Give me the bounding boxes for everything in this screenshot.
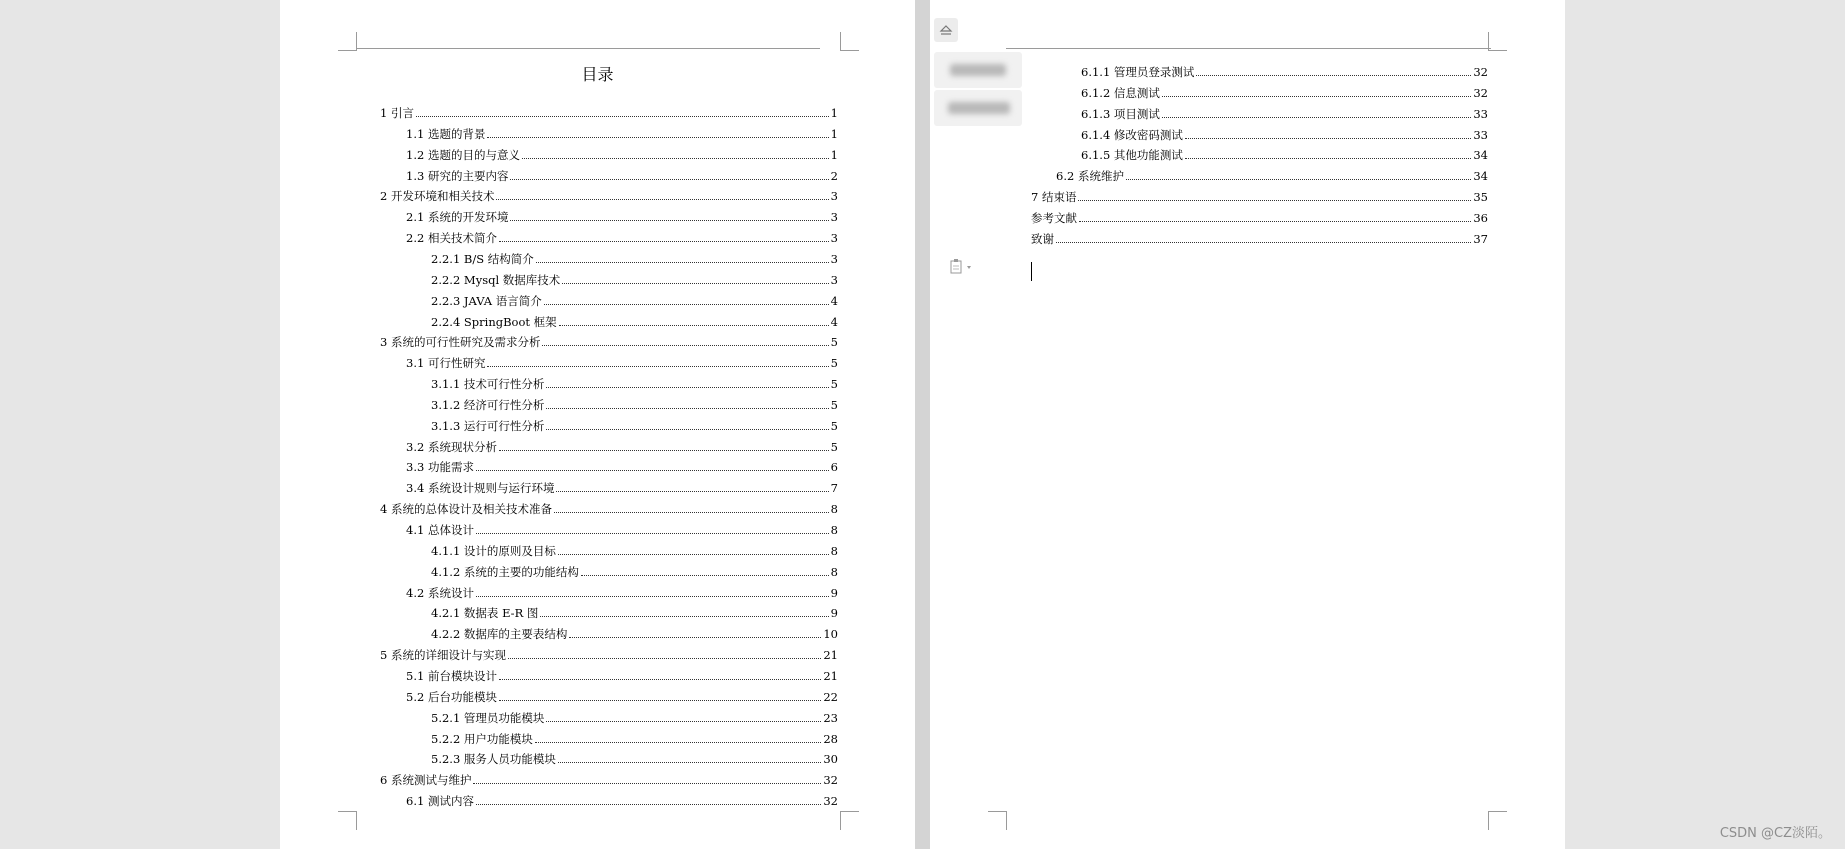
toc-entry-text: 6.1.4 修改密码测试 — [1081, 127, 1183, 142]
toc-dot-leader — [546, 721, 821, 722]
toc-dot-leader — [1196, 75, 1471, 76]
toc-dot-leader — [499, 700, 821, 701]
toc-entry-text: 2.1 系统的开发环境 — [406, 210, 509, 225]
toc-entry-text: 致谢 — [1031, 231, 1054, 246]
toc-entry[interactable] — [431, 292, 838, 308]
toc-entry[interactable] — [1031, 188, 1488, 204]
toc-entry[interactable] — [380, 333, 838, 349]
toc-entry-text: 4.1.2 系统的主要的功能结构 — [431, 564, 579, 579]
toc-entry-text: 6.2 系统维护 — [1056, 169, 1124, 184]
toc-dot-leader — [476, 533, 829, 534]
toc-dot-leader — [508, 658, 821, 659]
toc-entry-page: 33 — [1473, 106, 1488, 121]
toc-entry-text: 3.1.3 运行可行性分析 — [431, 418, 545, 433]
toc-entry-page: 7 — [830, 481, 838, 496]
toc-entry-text: 1.2 选题的目的与意义 — [406, 147, 520, 162]
toc-entry[interactable] — [406, 438, 838, 454]
toc-entry[interactable] — [431, 417, 838, 433]
toc-dot-leader — [569, 637, 821, 638]
toc-entry-page: 9 — [830, 585, 838, 600]
toc-entry-text: 3 系统的可行性研究及需求分析 — [380, 335, 541, 350]
toc-entry[interactable] — [1081, 105, 1488, 121]
toc-entry-page: 8 — [830, 523, 838, 537]
toc-dot-leader — [473, 783, 821, 784]
toc-entry-text: 1 引言 — [380, 106, 414, 120]
toc-dot-leader — [1185, 138, 1471, 139]
toc-entry-text: 5.1 前台模块设计 — [406, 668, 497, 683]
toc-dot-leader — [581, 575, 829, 576]
margin-corner-bottom-right — [840, 811, 859, 830]
toc-entry[interactable] — [1081, 146, 1488, 162]
toc-entry-page: 3 — [830, 231, 838, 246]
toc-entry[interactable] — [380, 104, 838, 120]
toc-dot-leader — [487, 366, 828, 367]
toc-entry[interactable] — [1056, 167, 1488, 183]
toc-entry-page: 3 — [830, 251, 838, 266]
toc-entry[interactable] — [406, 667, 838, 683]
toc-dot-leader — [476, 596, 829, 597]
toc-title: 目录 — [581, 65, 614, 84]
toc-dot-leader — [1162, 96, 1471, 97]
toc-dot-leader — [1056, 242, 1471, 243]
toc-entry-text: 2.2.4 SpringBoot 框架 — [431, 314, 557, 329]
toc-entry-text: 6.1.1 管理员登录测试 — [1081, 65, 1195, 79]
margin-corner-bottom-left — [338, 811, 357, 830]
toc-dot-leader — [510, 179, 828, 180]
toc-entry-page: 5 — [830, 397, 838, 412]
toc-entry-page: 23 — [823, 710, 838, 725]
toc-entry-page: 4 — [830, 314, 838, 329]
toc-entry-text: 7 结束语 — [1031, 190, 1077, 205]
toc-entry[interactable] — [380, 500, 838, 516]
toc-dot-leader — [499, 450, 829, 451]
toc-entry-page: 5 — [830, 418, 838, 433]
toc-entry-text: 5.2.2 用户功能模块 — [431, 731, 533, 746]
toc-entry-page: 5 — [830, 356, 838, 371]
toc-dot-leader — [546, 387, 828, 388]
blurred-label — [948, 102, 1010, 114]
toc-entry-text: 4.2.1 数据表 E-R 图 — [431, 606, 539, 621]
margin-corner-top-right — [840, 32, 859, 51]
toc-dot-leader — [544, 304, 829, 305]
toc-entry[interactable] — [406, 146, 838, 162]
toc-dot-leader — [1162, 117, 1471, 118]
toc-dot-leader — [1078, 200, 1471, 201]
toc-entry-page: 28 — [823, 731, 838, 746]
toc-entry[interactable] — [406, 125, 838, 141]
toc-entry-page: 4 — [830, 293, 838, 308]
toc-entry[interactable] — [431, 625, 838, 641]
toc-entry-text: 5 系统的详细设计与实现 — [380, 648, 506, 663]
toc-entry-text: 1.1 选题的背景 — [406, 126, 486, 141]
toc-dot-leader — [562, 283, 828, 284]
toc-dot-leader — [499, 241, 829, 242]
toc-entry-text: 2.2.3 JAVA 语言简介 — [431, 293, 542, 308]
toc-entry-text: 4.1 总体设计 — [406, 523, 474, 537]
toc-dot-leader — [546, 429, 828, 430]
header-guide-line — [1006, 48, 1491, 49]
toc-entry-page: 2 — [830, 168, 838, 183]
toc-entry-page: 32 — [1473, 65, 1488, 79]
toc-dot-leader — [476, 470, 829, 471]
text-cursor — [1031, 262, 1032, 281]
header-guide-line — [356, 48, 820, 49]
paste-options-icon[interactable] — [948, 258, 978, 276]
toc-entry[interactable] — [431, 709, 838, 725]
toc-dot-leader — [559, 325, 829, 326]
toc-entry-text: 3.1.1 技术可行性分析 — [431, 377, 545, 392]
toc-entry-text: 2.2.2 Mysql 数据库技术 — [431, 272, 561, 287]
toc-dot-leader — [1185, 158, 1471, 159]
toc-entry-text: 2.2.1 B/S 结构简介 — [431, 251, 534, 266]
toc-entry-text: 4.1.1 设计的原则及目标 — [431, 543, 556, 558]
toc-entry-text: 3.2 系统现状分析 — [406, 439, 497, 454]
document-page-right — [930, 0, 1565, 849]
toc-entry-text: 参考文献 — [1031, 210, 1077, 225]
toc-entry-page: 1 — [830, 126, 838, 141]
toc-entry-text: 4.2 系统设计 — [406, 585, 474, 600]
toc-entry-page: 34 — [1473, 148, 1488, 163]
toc-entry-text: 6.1 测试内容 — [406, 794, 474, 809]
toc-entry-page: 8 — [830, 502, 838, 517]
toc-entry-text: 1.3 研究的主要内容 — [406, 168, 509, 183]
toc-dot-leader — [496, 199, 828, 200]
toc-entry[interactable] — [406, 167, 838, 183]
margin-corner-top-right — [1488, 32, 1507, 51]
toc-entry[interactable] — [431, 563, 838, 579]
toc-dot-leader — [536, 262, 829, 263]
toc-entry-page: 1 — [830, 147, 838, 162]
toc-entry[interactable] — [1081, 63, 1488, 79]
toc-entry[interactable] — [380, 646, 838, 662]
toc-dot-leader — [510, 220, 828, 221]
toc-entry-text: 6.1.3 项目测试 — [1081, 106, 1160, 121]
toc-dot-leader — [542, 345, 828, 346]
toc-entry-page: 33 — [1473, 127, 1488, 142]
toc-entry-page: 9 — [830, 606, 838, 621]
toc-entry[interactable] — [431, 750, 838, 766]
csdn-watermark: CSDN @CZ淡陌。 — [1719, 826, 1831, 841]
toc-entry-page: 36 — [1473, 210, 1488, 225]
nav-tab-2[interactable] — [934, 90, 1022, 126]
toc-entry-page: 35 — [1473, 190, 1488, 205]
toc-entry[interactable] — [406, 792, 838, 808]
margin-corner-bottom-right — [1488, 811, 1507, 830]
toc-entry-text: 3.1.2 经济可行性分析 — [431, 397, 545, 412]
toc-entry-text: 6.1.5 其他功能测试 — [1081, 148, 1183, 163]
toc-entry-page: 3 — [830, 272, 838, 287]
toc-entry-text: 3.1 可行性研究 — [406, 356, 486, 371]
toc-entry-text: 3.4 系统设计规则与运行环境 — [406, 481, 555, 496]
toc-entry-page: 8 — [830, 543, 838, 558]
toc-entry-page: 5 — [830, 439, 838, 454]
toc-dot-leader — [487, 137, 828, 138]
toc-entry-page: 3 — [830, 189, 838, 204]
toc-dot-leader — [558, 554, 829, 555]
toc-entry-page: 34 — [1473, 169, 1488, 184]
toc-entry[interactable] — [406, 521, 838, 537]
toc-entry-page: 8 — [830, 564, 838, 579]
margin-corner-top-left — [338, 32, 357, 51]
toc-entry[interactable] — [431, 730, 838, 746]
toc-entry-text: 4.2.2 数据库的主要表结构 — [431, 627, 568, 642]
toc-dot-leader — [1126, 179, 1471, 180]
toc-dot-leader — [556, 491, 828, 492]
toc-entry[interactable] — [431, 604, 838, 620]
toc-entry-text: 6 系统测试与维护 — [380, 773, 472, 788]
toc-entry-page: 1 — [830, 106, 838, 120]
toc-entry-text: 5.2.1 管理员功能模块 — [431, 710, 545, 725]
page-gap — [915, 0, 930, 849]
toc-entry-text: 2 开发环境和相关技术 — [380, 189, 495, 204]
toc-entry[interactable] — [380, 187, 838, 203]
document-page-left — [280, 0, 915, 849]
toc-dot-leader — [535, 742, 821, 743]
toc-entry[interactable] — [431, 542, 838, 558]
toc-dot-leader — [540, 616, 828, 617]
toc-entry-page: 21 — [823, 668, 838, 683]
toc-entry[interactable] — [431, 271, 838, 287]
toc-dot-leader — [476, 804, 821, 805]
toc-entry-text: 3.3 功能需求 — [406, 460, 474, 475]
toc-entry[interactable] — [406, 688, 838, 704]
toc-entry-text: 5.2.3 服务人员功能模块 — [431, 752, 556, 767]
toc-entry[interactable] — [431, 250, 838, 266]
toc-entry[interactable] — [431, 313, 838, 329]
toc-entry[interactable] — [380, 771, 838, 787]
toc-entry-page: 5 — [830, 335, 838, 350]
toc-entry-page: 6 — [830, 460, 838, 475]
toc-entry-page: 32 — [823, 794, 838, 809]
toc-entry-page: 32 — [823, 773, 838, 788]
toc-entry-page: 10 — [823, 627, 838, 642]
toc-entry[interactable] — [1031, 230, 1488, 246]
toc-entry[interactable] — [1081, 84, 1488, 100]
toc-entry-text: 4 系统的总体设计及相关技术准备 — [380, 502, 552, 517]
toc-entry[interactable] — [406, 458, 838, 474]
toc-entry-page: 5 — [830, 377, 838, 392]
toc-dot-leader — [522, 158, 829, 159]
toc-entry-page: 32 — [1473, 85, 1488, 100]
nav-tab-1[interactable] — [934, 52, 1022, 88]
toc-dot-leader — [1079, 221, 1471, 222]
toc-entry[interactable] — [406, 208, 838, 224]
toc-entry[interactable] — [431, 396, 838, 412]
toc-entry-text: 2.2 相关技术简介 — [406, 231, 497, 246]
toc-entry-page: 37 — [1473, 231, 1488, 246]
margin-corner-bottom-left — [988, 811, 1007, 830]
toc-entry-page: 21 — [823, 648, 838, 663]
toc-entry-page: 30 — [823, 752, 838, 767]
toc-entry[interactable] — [406, 584, 838, 600]
toc-entry-page: 22 — [823, 689, 838, 704]
eject-icon[interactable] — [934, 18, 958, 42]
toc-dot-leader — [499, 679, 821, 680]
toc-entry-page: 3 — [830, 210, 838, 225]
toc-dot-leader — [558, 762, 821, 763]
blurred-label — [950, 64, 1006, 76]
toc-entry[interactable] — [431, 375, 838, 391]
toc-entry-text: 5.2 后台功能模块 — [406, 689, 497, 704]
toc-entry[interactable] — [406, 229, 838, 245]
toc-entry[interactable] — [1031, 209, 1488, 225]
toc-entry[interactable] — [1081, 126, 1488, 142]
toc-dot-leader — [554, 512, 829, 513]
toc-dot-leader — [416, 116, 829, 117]
toc-entry[interactable] — [406, 479, 838, 495]
toc-entry[interactable] — [406, 354, 838, 370]
toc-entry-text: 6.1.2 信息测试 — [1081, 85, 1160, 100]
toc-dot-leader — [546, 408, 828, 409]
